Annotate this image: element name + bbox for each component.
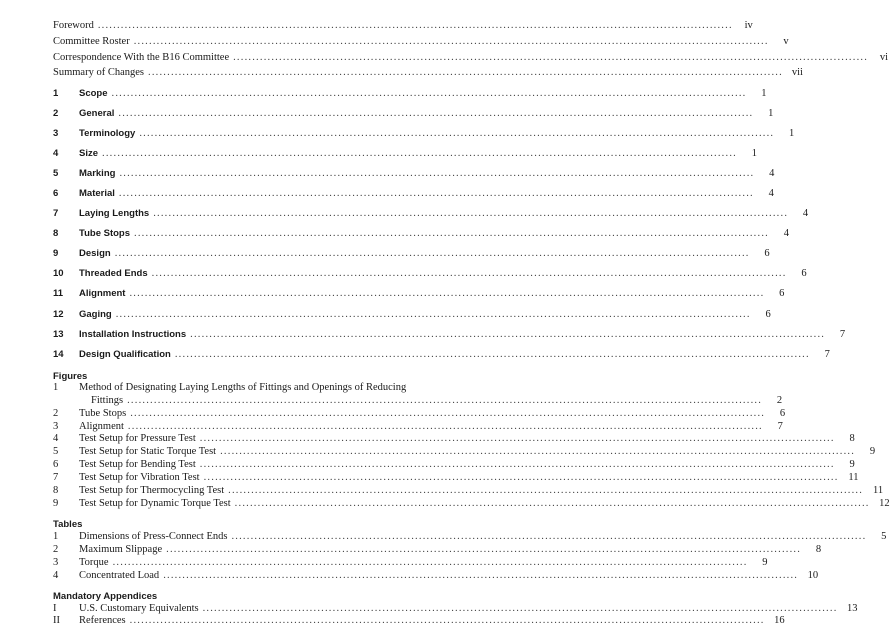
leader-dots: ......................................................................................................................................................................	[202, 603, 838, 614]
leader-dots: ......................................................................................................................................................................	[190, 329, 826, 340]
section-entry[interactable]	[53, 108, 774, 119]
leader-dots: ......................................................................................................................................................................	[102, 148, 737, 159]
figure-title: Test Setup for Pressure Test	[79, 433, 196, 444]
leader-dots: ......................................................................................................................................................................	[199, 459, 835, 470]
figure-entry[interactable]	[53, 472, 859, 483]
figure-entry[interactable]	[53, 485, 884, 496]
figure-entry[interactable]	[53, 446, 876, 457]
toc-entry[interactable]	[53, 67, 803, 78]
figure-number: 3	[53, 421, 59, 432]
figure-number: 5	[53, 446, 59, 457]
toc-entry[interactable]	[53, 52, 889, 63]
leader-dots: ......................................................................................................................................................................	[129, 615, 765, 626]
section-entry[interactable]	[53, 208, 809, 219]
toc-entry-page: iv	[744, 20, 753, 31]
figure-page: 11	[848, 472, 859, 483]
figure-title-line2: Fittings	[91, 395, 124, 406]
appendices-heading: Mandatory Appendices	[53, 591, 158, 602]
section-page: 6	[801, 268, 807, 279]
table-title: Concentrated Load	[79, 570, 160, 581]
appendix-number: I	[53, 603, 57, 614]
leader-dots: ......................................................................................................................................................................	[111, 88, 747, 99]
section-number: 1	[53, 88, 59, 99]
table-page: 9	[762, 557, 768, 568]
table-number: 4	[53, 570, 59, 581]
figure-entry[interactable]	[53, 498, 890, 509]
leader-dots: ......................................................................................................................................................................	[133, 36, 769, 47]
leader-dots: ......................................................................................................................................................................	[129, 288, 765, 299]
table-page: 10	[807, 570, 819, 581]
toc-entry-title: Foreword	[53, 20, 94, 31]
figure-page: 9	[849, 459, 855, 470]
section-number: 13	[53, 329, 64, 340]
section-number: 12	[53, 309, 64, 320]
section-title: Gaging	[79, 309, 112, 320]
table-title: Maximum Slippage	[79, 544, 163, 555]
leader-dots: ......................................................................................................................................................................	[163, 570, 799, 581]
section-page: 6	[764, 248, 770, 259]
leader-dots: ......................................................................................................................................................................	[118, 108, 754, 119]
section-title: Threaded Ends	[79, 268, 148, 279]
figure-page: 9	[869, 446, 876, 457]
section-title: Alignment	[79, 288, 126, 299]
section-title: Terminology	[79, 128, 136, 139]
appendix-number: II	[53, 615, 60, 626]
figure-entry[interactable]	[53, 433, 855, 444]
leader-dots: ......................................................................................................................................................................	[231, 531, 867, 542]
section-number: 14	[53, 349, 64, 360]
toc-entry-page: vii	[791, 67, 803, 78]
toc-entry-title: Correspondence With the B16 Committee	[53, 52, 230, 63]
figure-number: 4	[53, 433, 59, 444]
section-entry[interactable]	[53, 248, 770, 259]
figure-page: 12	[879, 498, 890, 509]
figure-entry[interactable]	[91, 395, 783, 406]
section-entry[interactable]	[53, 188, 774, 199]
figure-page: 8	[849, 433, 855, 444]
section-entry[interactable]	[53, 88, 767, 99]
leader-dots: ......................................................................................................................................................................	[130, 408, 766, 419]
leader-dots: ......................................................................................................................................................................	[233, 52, 869, 63]
toc-entry[interactable]	[53, 20, 753, 31]
toc-entry-page: v	[783, 36, 789, 47]
table-entry[interactable]	[53, 531, 887, 542]
leader-dots: ......................................................................................................................................................................	[203, 472, 839, 483]
appendix-page: 13	[847, 603, 858, 614]
leader-dots: ......................................................................................................................................................................	[174, 349, 810, 360]
section-page: 1	[751, 148, 757, 159]
section-entry[interactable]	[53, 268, 807, 279]
toc-entry[interactable]	[53, 36, 789, 47]
table-page: 8	[815, 544, 822, 555]
leader-dots: ......................................................................................................................................................................	[115, 309, 751, 320]
leader-dots: ......................................................................................................................................................................	[119, 168, 755, 179]
table-entry[interactable]	[53, 544, 822, 555]
toc-entry-title: Committee Roster	[53, 36, 130, 47]
figure-entry[interactable]	[53, 459, 855, 470]
leader-dots: ......................................................................................................................................................................	[127, 421, 763, 432]
section-title: Installation Instructions	[79, 329, 187, 340]
appendix-title: References	[79, 615, 126, 626]
section-number: 7	[53, 208, 59, 219]
section-number: 6	[53, 188, 59, 199]
section-number: 8	[53, 228, 59, 239]
section-title: Scope	[79, 88, 108, 99]
figure-number: 2	[53, 408, 59, 419]
section-number: 5	[53, 168, 59, 179]
figure-title: Test Setup for Vibration Test	[79, 472, 200, 483]
section-entry[interactable]	[53, 309, 771, 320]
leader-dots: ......................................................................................................................................................................	[118, 188, 754, 199]
leader-dots: ......................................................................................................................................................................	[134, 228, 769, 239]
section-number: 3	[53, 128, 59, 139]
figure-page: 11	[872, 485, 884, 496]
section-page: 1	[768, 108, 774, 119]
section-page: 7	[839, 329, 846, 340]
leader-dots: ......................................................................................................................................................................	[112, 557, 748, 568]
section-entry[interactable]	[53, 168, 775, 179]
figure-page: 7	[777, 421, 783, 432]
section-page: 6	[779, 288, 785, 299]
section-title: Tube Stops	[79, 228, 131, 239]
appendix-page: 16	[774, 615, 785, 626]
leader-dots: ......................................................................................................................................................................	[148, 67, 783, 78]
figure-title: Test Setup for Static Torque Test	[79, 446, 217, 457]
section-entry[interactable]	[53, 288, 785, 299]
section-title: Marking	[79, 168, 116, 179]
section-entry[interactable]	[53, 228, 789, 239]
leader-dots: ......................................................................................................................................................................	[166, 544, 802, 555]
toc-entry-title: Summary of Changes	[53, 67, 144, 78]
leader-dots: ......................................................................................................................................................................	[114, 248, 750, 259]
section-page: 6	[765, 309, 771, 320]
figure-number: 8	[53, 485, 59, 496]
section-number: 9	[53, 248, 59, 259]
section-title: Design Qualification	[79, 349, 171, 360]
section-page: 4	[783, 228, 789, 239]
section-page: 4	[768, 188, 774, 199]
leader-dots: ......................................................................................................................................................................	[127, 395, 763, 406]
leader-dots: ......................................................................................................................................................................	[151, 268, 787, 279]
table-title: Dimensions of Press-Connect Ends	[79, 531, 228, 542]
section-page: 4	[802, 208, 809, 219]
figure-number: 9	[53, 498, 59, 509]
section-page: 1	[761, 88, 767, 99]
table-number: 3	[53, 557, 59, 568]
leader-dots: ......................................................................................................................................................................	[228, 485, 864, 496]
figure-title: Tube Stops	[79, 408, 127, 419]
figure-page: 2	[776, 395, 783, 406]
figure-number: 6	[53, 459, 59, 470]
appendix-entry[interactable]	[53, 615, 785, 626]
section-title: Laying Lengths	[79, 208, 150, 219]
figure-page: 6	[779, 408, 786, 419]
section-number: 2	[53, 108, 59, 119]
section-number: 10	[53, 268, 64, 279]
section-number: 4	[53, 148, 59, 159]
appendix-title: U.S. Customary Equivalents	[79, 603, 199, 614]
figure-entry[interactable]	[53, 408, 786, 419]
leader-dots: ......................................................................................................................................................................	[220, 446, 856, 457]
section-entry[interactable]	[53, 329, 846, 340]
table-entry[interactable]	[53, 570, 819, 581]
section-entry[interactable]	[53, 349, 830, 360]
table-number: 1	[53, 531, 59, 542]
figure-entry[interactable]	[53, 421, 783, 432]
tables-heading: Tables	[53, 519, 83, 530]
figure-title: Test Setup for Dynamic Torque Test	[79, 498, 231, 509]
figure-title: Alignment	[79, 421, 124, 432]
figure-number: 1	[53, 382, 59, 393]
toc-entry-page: vi	[879, 52, 889, 63]
figure-title-line1[interactable]: Method of Designating Laying Lengths of Fittings and Openings of Reducing	[79, 382, 407, 393]
table-entry[interactable]	[53, 557, 768, 568]
table-page: 5	[881, 531, 887, 542]
leader-dots: ......................................................................................................................................................................	[153, 208, 789, 219]
section-title: General	[79, 108, 115, 119]
appendix-entry[interactable]	[53, 603, 858, 614]
figure-title: Test Setup for Thermocycling Test	[79, 485, 225, 496]
figure-title: Test Setup for Bending Test	[79, 459, 196, 470]
table-number: 2	[53, 544, 59, 555]
section-title: Design	[79, 248, 111, 259]
section-entry[interactable]	[53, 128, 795, 139]
figure-number: 7	[53, 472, 59, 483]
table-title: Torque	[79, 557, 109, 568]
leader-dots: ......................................................................................................................................................................	[97, 20, 733, 31]
leader-dots: ......................................................................................................................................................................	[139, 128, 775, 139]
figures-heading: Figures	[53, 371, 88, 382]
leader-dots: ......................................................................................................................................................................	[234, 498, 870, 509]
section-title: Size	[79, 148, 99, 159]
section-entry[interactable]	[53, 148, 757, 159]
section-number: 11	[53, 288, 64, 299]
section-title: Material	[79, 188, 115, 199]
section-page: 4	[769, 168, 775, 179]
section-page: 1	[789, 128, 795, 139]
leader-dots: ......................................................................................................................................................................	[199, 433, 835, 444]
section-page: 7	[824, 349, 830, 360]
